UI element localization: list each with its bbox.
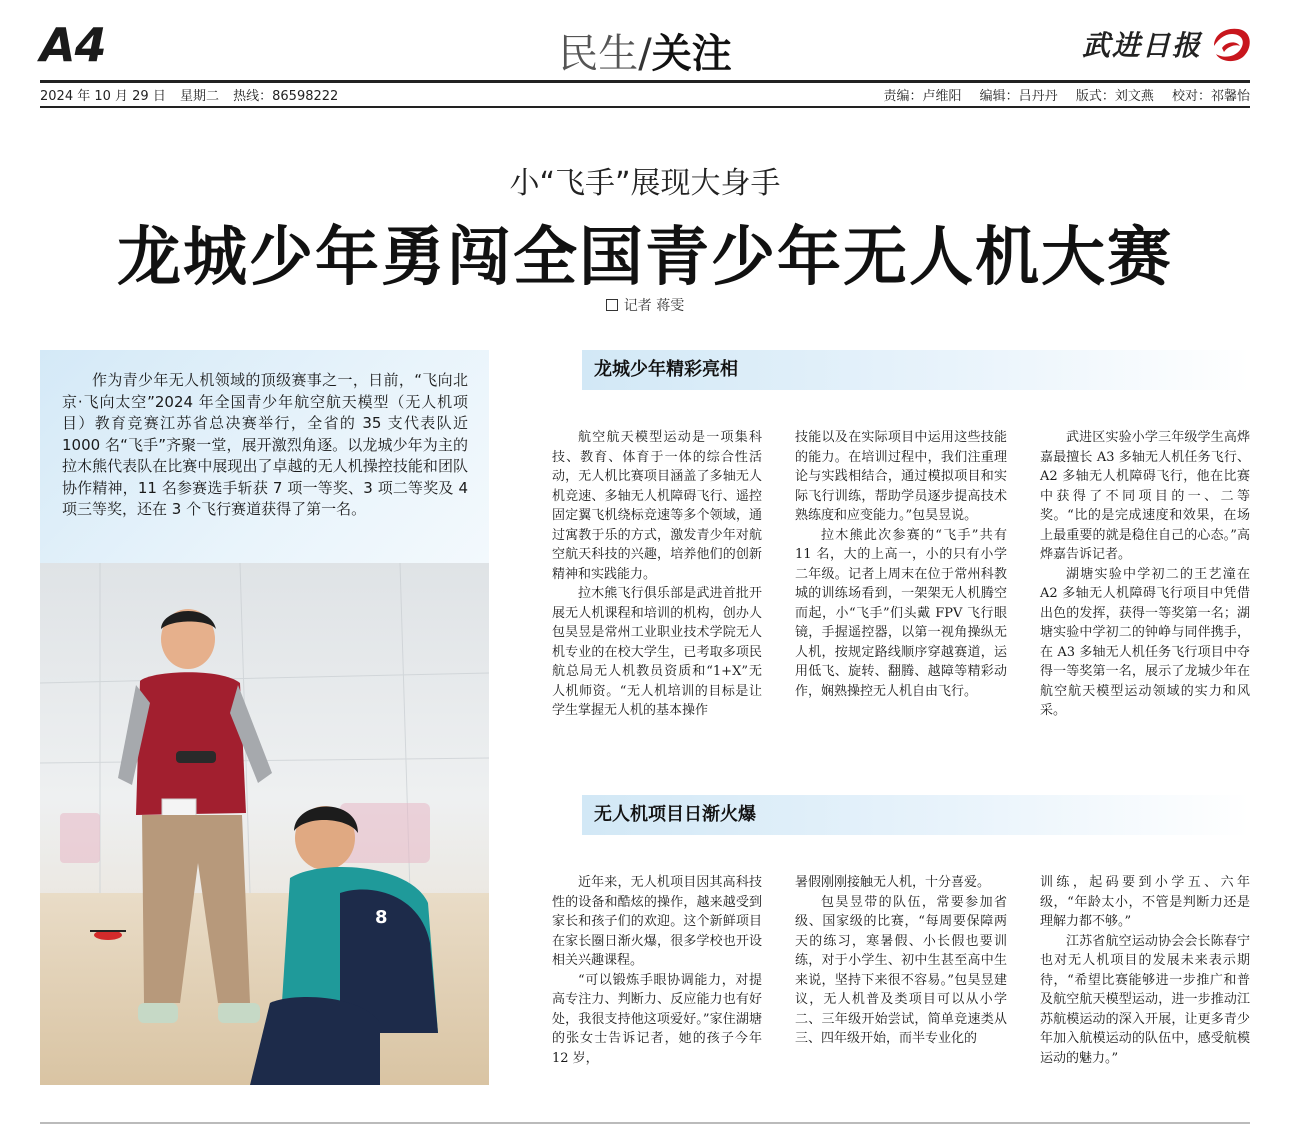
paragraph: 包昊昱带的队伍，常要参加省级、国家级的比赛，“每周要保障两天的练习，寒暑假、小长假也要训练，对于小学生、初中生甚至高中生来说，坚持下来很不容易。”包昊昱建议，无人机普及类项目可以从小学二、三年级开始尝试，简单竞速类从三、四年级开始，而半专业化的 <box>795 894 1007 1046</box>
subhead-section-1 <box>582 350 1250 390</box>
subhead-section-2 <box>582 795 1250 835</box>
byline-box-icon <box>606 299 618 311</box>
section-name-a: 民生 <box>558 31 639 77</box>
article-byline <box>0 295 1290 315</box>
article-photo <box>40 563 489 1085</box>
dateline <box>40 85 348 104</box>
photo-shirt-number: 8 <box>375 907 388 928</box>
masthead-rule <box>40 80 1250 83</box>
paragraph: 江苏省航空运动协会会长陈春宁也对无人机项目的发展未来表示期待，“希望比赛能够进一步推广和普及航空航天模型运动，进一步推动江苏航模运动的深入开展，让更多青少年加入航模运动的队伍中，感受航模运动的魅力。” <box>1040 933 1250 1066</box>
credit-item: 校对：祁馨怡 <box>1171 89 1250 104</box>
article-kicker: 小“飞手”展现大身手 <box>509 166 781 201</box>
logo-text: 武进日报 <box>1082 29 1203 62</box>
byline-text: 记者 蒋雯 <box>623 298 685 314</box>
article-column <box>552 428 762 721</box>
article-column <box>795 428 1007 701</box>
paragraph: 训练，起码要到小学五、六年级，“年龄太小，不管是判断力还是理解力都不够。” <box>1040 875 1250 929</box>
paragraph: 拉木熊飞行俱乐部是武进首批开展无人机课程和培训的机构，创办人包昊昱是常州工业职业技术学院无人机专业的在校大学生，已考取多项民航总局无人机教员资质和“1+X”无人机师资。“无人机培训的目标是让学生掌握无人机的基本操作 <box>552 586 762 718</box>
newspaper-logo <box>1082 24 1254 64</box>
subhead-text: 龙城少年精彩亮相 <box>594 359 738 380</box>
article-column <box>795 873 1007 1049</box>
issue-date: 2024 年 10 月 29 日 <box>40 89 166 104</box>
masthead-rule-bottom <box>40 106 1250 108</box>
credit-item: 责编：卢维阳 <box>883 89 962 104</box>
editor-credits <box>870 85 1250 104</box>
paragraph: 拉木熊此次参赛的“飞手”共有 11 名，大的上高一，小的只有小学二年级。记者上周末在位于常州科教城的训练场看到，一架架无人机腾空而起，小“飞手”们头戴 FPV 飞行眼镜，手握遥控器，以第一视角操纵无人机，按规定路线顺序穿越赛道，运用低飞、旋转、翻腾、越障等精彩动作，娴熟操控无人机自由飞行。 <box>795 527 1007 699</box>
section-name-b: 关注 <box>651 31 732 77</box>
section-separator: / <box>638 31 652 77</box>
page-number: A4 <box>40 18 106 72</box>
paragraph: 武进区实验小学三年级学生高烨嘉最擅长 A3 多轴无人机任务飞行、A2 多轴无人机障碍飞行，他在比赛中获得了不同项目的一、二等奖。“比的是完成速度和效果，在场上最重要的就是稳住自己的心态。”高烨嘉告诉记者。 <box>1040 430 1250 562</box>
article-column <box>1040 873 1250 1068</box>
credit-item: 版式：刘文燕 <box>1075 89 1154 104</box>
page-bottom-rule <box>40 1122 1250 1124</box>
subhead-text: 无人机项目日渐火爆 <box>594 804 756 825</box>
article-column <box>552 873 762 1068</box>
article-lead: 作为青少年无人机领域的顶级赛事之一，日前，“飞向北京·飞向太空”2024 年全国青少年航空航天模型（无人机项目）教育竞赛江苏省总决赛举行，全省的 35 支代表队近 1000 名“飞手”齐聚一堂，展开激烈角逐。以龙城少年为主的拉木熊代表队在比赛中展现出了卓越的无人机操控技能和团队协作精神，11 名参赛选手斩获 7 项一等奖、3 项二等奖及 4 项三等奖，还在 3 个飞行赛道获得了第一名。 <box>62 371 468 518</box>
paragraph: 暑假刚刚接触无人机，十分喜爱。 <box>795 875 991 890</box>
credit-item: 编辑：吕丹丹 <box>979 89 1058 104</box>
paragraph: 近年来，无人机项目因其高科技性的设备和酷炫的操作，越来越受到家长和孩子们的欢迎。这个新鲜项目在家长圈日渐火爆，很多学校也开设相关兴趣课程。 <box>552 875 762 968</box>
paragraph: “可以锻炼手眼协调能力，对提高专注力、判断力、反应能力也有好处，我很支持他这项爱好。”家住湖塘的张女士告诉记者，她的孩子今年 12 岁， <box>552 972 762 1066</box>
article-column <box>1040 428 1250 721</box>
article-headline: 龙城少年勇闯全国青少年无人机大赛 <box>117 221 1173 295</box>
paragraph: 湖塘实验中学初二的王艺潼在 A2 多轴无人机障碍飞行项目中凭借出色的发挥，获得一等奖第一名；湖塘实验中学初二的钟峥与同伴携手，在 A3 多轴无人机任务飞行项目中夺得一等奖第一名，展示了龙城少年在航空航天模型运动领域的实力和风采。 <box>1040 566 1250 718</box>
newspaper-logo-icon <box>1208 24 1254 64</box>
issue-weekday: 星期二 <box>179 89 219 104</box>
paragraph: 航空航天模型运动是一项集科技、教育、体育于一体的综合性活动，无人机比赛项目涵盖了多轴无人机竞速、多轴无人机障碍飞行、遥控固定翼飞机绕标竞速等多个领域，通过寓教于乐的方式，激发青少年对航空航天科技的兴趣，培养他们的创新精神和实践能力。 <box>552 430 762 582</box>
paragraph: 技能以及在实际项目中运用这些技能的能力。在培训过程中，我们注重理论与实践相结合，通过模拟项目和实际飞行训练，帮助学员逐步提高技术熟练度和应变能力。”包昊昱说。 <box>795 430 1007 523</box>
hotline: 热线：86598222 <box>233 89 339 104</box>
